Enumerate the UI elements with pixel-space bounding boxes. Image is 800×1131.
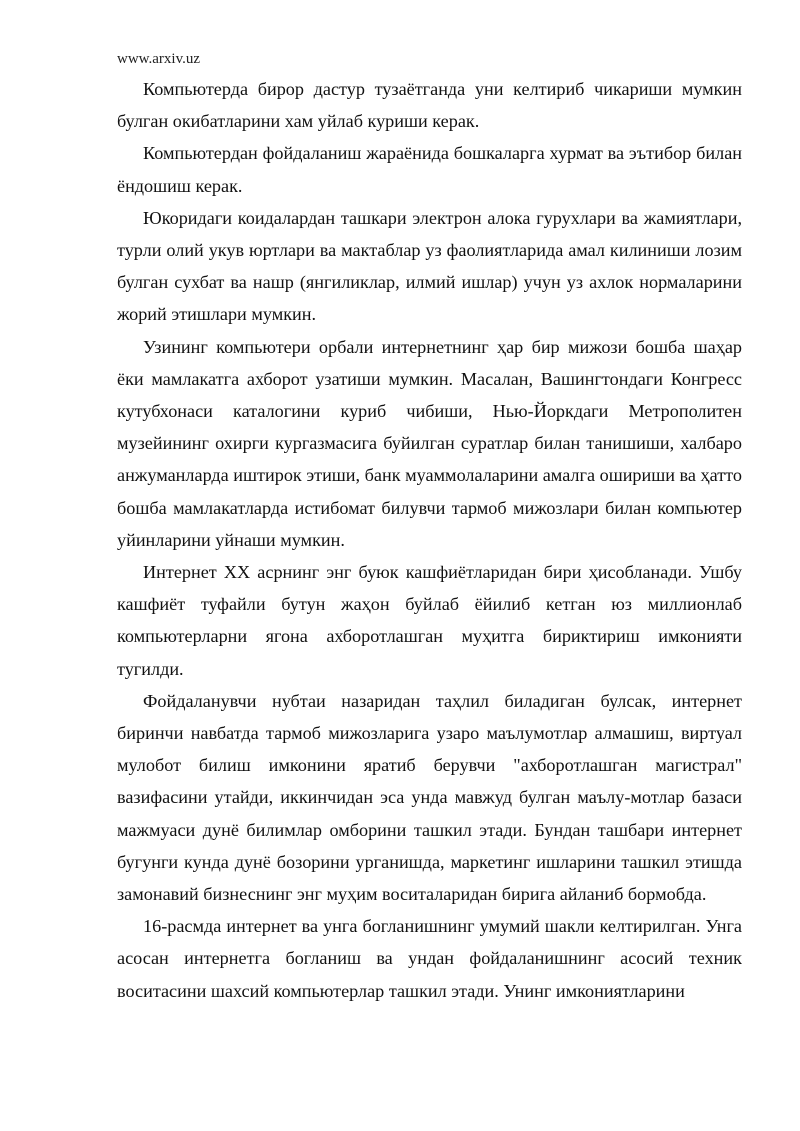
paragraph-5: Интернет XX асрнинг энг буюк кашфиётларидан бири ҳисобланади. Ушбу кашфиёт туфайли бутун жаҳон буйлаб ёйилиб кетган юз миллионлаб компьютерларни ягона ахборотлашган муҳитга бириктириш имконияти тугилди. bbox=[117, 562, 742, 679]
paragraph-1: Компьютерда бирор дастур тузаётганда уни келтириб чикариши мумкин булган окибатларини хам уйлаб куриши керак. bbox=[117, 79, 742, 132]
paragraph-2: Компьютердан фойдаланиш жараёнида бошкаларга хурмат ва эътибор билан ёндошиш керак. bbox=[117, 143, 742, 196]
paragraph-6: Фойдаланувчи нубтаи назаридан таҳлил биладиган булсак, интернет биринчи навбатда тармоб мижозларига узаро маълумотлар алмашиш, виртуал мулобот билиш имконини яратиб берувчи "ахборотлашган магистрал" вазифасини утайди, иккинчидан эса унда мавжуд булган маълу-мотлар базаси мажмуаси дунё билимлар омборини ташкил этади. Бундан ташбари интернет бугунги кунда дунё бозорини урганишда, маркетинг ишларини ташкил этишда замонавий бизнеснинг энг муҳим воситаларидан бирига айланиб бормобда. bbox=[117, 690, 742, 905]
header-url: www.arxiv.uz bbox=[117, 51, 201, 67]
paragraph-7: 16-расмда интернет ва унга богланишнинг умумий шакли келтирилган. Унга асосан интернетга богланиш ва ундан фойдаланишнинг асосий техник воситасини шахсий компьютерлар ташкил этади. Унинг имкониятларини bbox=[117, 916, 742, 1001]
paragraph-3: Юкоридаги коидалардан ташкари электрон алока гурухлари ва жамиятлари, турли олий укув юртлари ва мактаблар уз фаолиятларида амал килиниши лозим булган сухбат ва нашр (янгиликлар, илмий ишлар) учун уз ахлок нормаларини жорий этишлари мумкин. bbox=[117, 207, 742, 325]
document-body bbox=[117, 73, 742, 1007]
paragraph-4: Узининг компьютери орбали интернетнинг ҳар бир мижози бошба шаҳар ёки мамлакатга ахборот узатиши мумкин. Масалан, Вашингтондаги Конгресс кутубхонаси каталогини куриб чибиши, Нью-Йоркдаги Метрополитен музейининг охирги кургазмасига буйилган суратлар билан танишиши, халбаро анжуманларда иштирок этиши, банк муаммолаларини амалга ошириши ва ҳатто бошба мамлакатларда истибомат билувчи тармоб мижозлари билан компьютер уйинларини уйнаши мумкин. bbox=[117, 336, 742, 550]
